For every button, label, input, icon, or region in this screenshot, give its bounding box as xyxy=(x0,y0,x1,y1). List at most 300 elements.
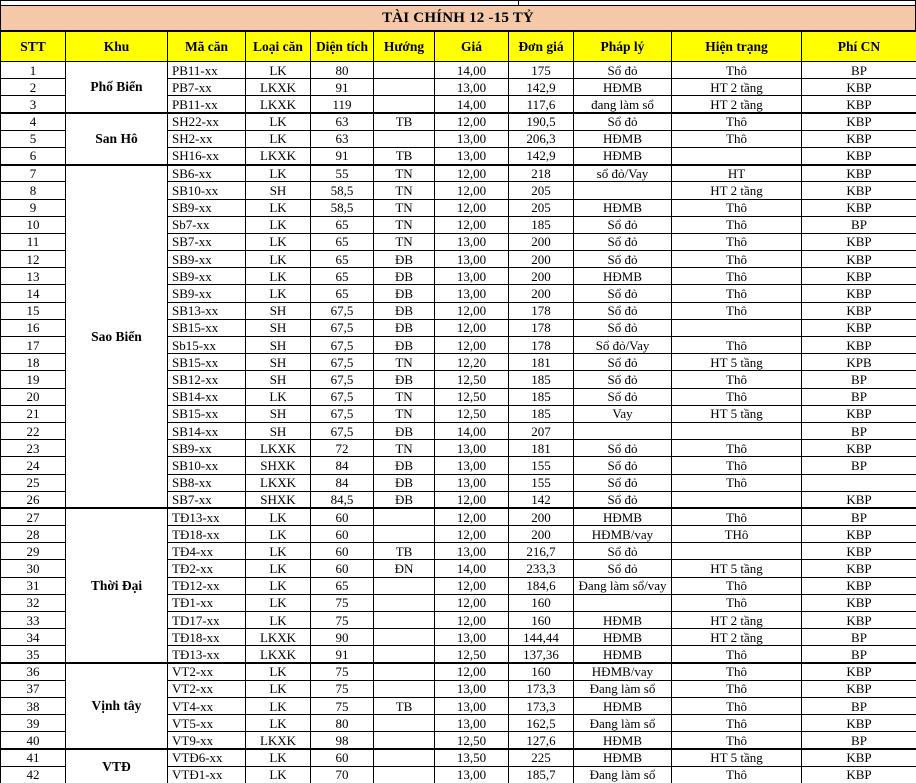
cell-gia: 14,00 xyxy=(435,560,509,577)
cell-dien-tich: 80 xyxy=(311,62,374,79)
cell-phap-ly: HĐMB/vay xyxy=(574,663,672,680)
col-header-khu: Khu xyxy=(66,32,168,62)
cell-gia: 12,00 xyxy=(435,302,509,319)
cell-gia: 12,00 xyxy=(435,577,509,594)
cell-stt: 5 xyxy=(1,130,66,147)
cell-hien-trang: Thô xyxy=(672,680,802,697)
cell-phi-cn: KBP xyxy=(802,749,916,766)
cell-huong: TB xyxy=(374,147,435,164)
cell-phap-ly: đang làm sổ xyxy=(574,96,672,113)
cell-hien-trang: Thô xyxy=(672,130,802,147)
cell-hien-trang: THô xyxy=(672,526,802,543)
cell-hien-trang: HT 2 tầng xyxy=(672,79,802,96)
cell-gia: 13,00 xyxy=(435,543,509,560)
cell-stt: 7 xyxy=(1,165,66,182)
cell-hien-trang: HT 5 tầng xyxy=(672,405,802,422)
cell-hien-trang: HT 2 tầng xyxy=(672,629,802,646)
cell-huong xyxy=(374,629,435,646)
cell-loai-can: LK xyxy=(246,251,311,268)
cell-ma-can: SB10-xx xyxy=(168,182,246,199)
cell-stt: 16 xyxy=(1,319,66,336)
cell-phap-ly: Sổ đỏ xyxy=(574,62,672,79)
cell-khu-group: Thời Đại xyxy=(66,508,168,663)
cell-gia: 13,00 xyxy=(435,130,509,147)
cell-dien-tich: 91 xyxy=(311,646,374,663)
cell-phap-ly: HĐMB xyxy=(574,697,672,714)
cell-stt: 8 xyxy=(1,182,66,199)
cell-stt: 14 xyxy=(1,285,66,302)
cell-gia: 14,00 xyxy=(435,62,509,79)
cell-loai-can: LK xyxy=(246,680,311,697)
cell-huong: TN xyxy=(374,354,435,371)
cell-ma-can: TĐ13-xx xyxy=(168,646,246,663)
cell-phi-cn: KBP xyxy=(802,233,916,250)
col-header-ma-can: Mã căn xyxy=(168,32,246,62)
cell-hien-trang: HT 5 tầng xyxy=(672,560,802,577)
cell-loai-can: LK xyxy=(246,749,311,766)
cell-don-gia: 175 xyxy=(509,62,574,79)
cell-phi-cn: KBP xyxy=(802,577,916,594)
cell-hien-trang xyxy=(672,147,802,164)
cell-phap-ly: Sổ đỏ xyxy=(574,251,672,268)
cell-don-gia: 185 xyxy=(509,216,574,233)
cell-ma-can: SB15-xx xyxy=(168,405,246,422)
cell-phap-ly: Sổ đỏ xyxy=(574,302,672,319)
cell-stt: 21 xyxy=(1,405,66,422)
cell-hien-trang: HT xyxy=(672,165,802,182)
cell-gia: 12,50 xyxy=(435,732,509,749)
cell-gia: 13,00 xyxy=(435,680,509,697)
cell-gia: 13,00 xyxy=(435,233,509,250)
cell-gia: 13,00 xyxy=(435,268,509,285)
cell-loai-can: LK xyxy=(246,388,311,405)
cell-hien-trang: Thô xyxy=(672,302,802,319)
cell-phi-cn: KBP xyxy=(802,130,916,147)
cell-stt: 29 xyxy=(1,543,66,560)
cell-dien-tich: 67,5 xyxy=(311,337,374,354)
cell-ma-can: VT9-xx xyxy=(168,732,246,749)
cell-stt: 13 xyxy=(1,268,66,285)
cell-huong: TB xyxy=(374,543,435,560)
cell-dien-tich: 65 xyxy=(311,577,374,594)
cell-hien-trang: Thô xyxy=(672,371,802,388)
top-empty-row xyxy=(0,0,916,5)
cell-phap-ly: Sổ đỏ/Vay xyxy=(574,337,672,354)
cell-dien-tich: 55 xyxy=(311,165,374,182)
cell-phi-cn: KBP xyxy=(802,405,916,422)
cell-gia: 14,00 xyxy=(435,422,509,439)
cell-dien-tich: 75 xyxy=(311,612,374,629)
cell-stt: 32 xyxy=(1,594,66,611)
cell-ma-can: TĐ1-xx xyxy=(168,594,246,611)
cell-gia: 13,50 xyxy=(435,749,509,766)
cell-huong: ĐB xyxy=(374,251,435,268)
cell-hien-trang xyxy=(672,422,802,439)
cell-hien-trang: Thô xyxy=(672,268,802,285)
cell-stt: 10 xyxy=(1,216,66,233)
cell-ma-can: SB15-xx xyxy=(168,319,246,336)
cell-stt: 11 xyxy=(1,233,66,250)
cell-stt: 15 xyxy=(1,302,66,319)
cell-hien-trang: HT 2 tầng xyxy=(672,612,802,629)
cell-loai-can: LK xyxy=(246,216,311,233)
cell-phap-ly: HĐMB xyxy=(574,130,672,147)
cell-dien-tich: 75 xyxy=(311,594,374,611)
cell-ma-can: SB9-xx xyxy=(168,268,246,285)
cell-huong xyxy=(374,526,435,543)
cell-ma-can: PB11-xx xyxy=(168,62,246,79)
col-header-loai-can: Loại căn xyxy=(246,32,311,62)
cell-loai-can: SH xyxy=(246,371,311,388)
cell-phap-ly: HĐMB/vay xyxy=(574,526,672,543)
cell-dien-tich: 65 xyxy=(311,233,374,250)
cell-ma-can: SB13-xx xyxy=(168,302,246,319)
cell-don-gia: 185 xyxy=(509,405,574,422)
cell-don-gia: 200 xyxy=(509,233,574,250)
cell-stt: 37 xyxy=(1,680,66,697)
cell-huong xyxy=(374,646,435,663)
cell-dien-tich: 65 xyxy=(311,268,374,285)
cell-ma-can: SB7-xx xyxy=(168,491,246,508)
cell-loai-can: LK xyxy=(246,560,311,577)
cell-hien-trang: Thô xyxy=(672,697,802,714)
cell-hien-trang: Thô xyxy=(672,663,802,680)
cell-ma-can: SB14-xx xyxy=(168,422,246,439)
cell-dien-tich: 63 xyxy=(311,130,374,147)
cell-phap-ly xyxy=(574,422,672,439)
cell-phi-cn: BP xyxy=(802,629,916,646)
cell-hien-trang: HT 2 tầng xyxy=(672,96,802,113)
cell-dien-tich: 60 xyxy=(311,749,374,766)
cell-huong: ĐB xyxy=(374,337,435,354)
cell-phap-ly: HĐMB xyxy=(574,147,672,164)
col-header-phi-cn: Phí CN xyxy=(802,32,916,62)
cell-ma-can: TĐ13-xx xyxy=(168,508,246,525)
cell-phi-cn: KBP xyxy=(802,337,916,354)
cell-don-gia: 137,36 xyxy=(509,646,574,663)
cell-ma-can: SB12-xx xyxy=(168,371,246,388)
cell-don-gia: 185,7 xyxy=(509,766,574,783)
cell-gia: 12,00 xyxy=(435,113,509,130)
cell-hien-trang: Thô xyxy=(672,337,802,354)
cell-dien-tich: 84 xyxy=(311,457,374,474)
cell-hien-trang: Thô xyxy=(672,715,802,732)
cell-hien-trang: Thô xyxy=(672,646,802,663)
cell-dien-tich: 65 xyxy=(311,216,374,233)
table-row xyxy=(1,62,916,79)
cell-gia: 12,00 xyxy=(435,216,509,233)
cell-don-gia: 173,3 xyxy=(509,680,574,697)
cell-loai-can: LK xyxy=(246,663,311,680)
cell-gia: 12,50 xyxy=(435,371,509,388)
cell-dien-tich: 75 xyxy=(311,680,374,697)
cell-dien-tich: 58,5 xyxy=(311,182,374,199)
cell-gia: 14,00 xyxy=(435,96,509,113)
cell-loai-can: SHXK xyxy=(246,457,311,474)
cell-ma-can: PB11-xx xyxy=(168,96,246,113)
cell-stt: 25 xyxy=(1,474,66,491)
cell-phi-cn: KBP xyxy=(802,491,916,508)
cell-don-gia: 200 xyxy=(509,268,574,285)
cell-don-gia: 160 xyxy=(509,663,574,680)
cell-phi-cn: KBP xyxy=(802,440,916,457)
cell-ma-can: TD17-xx xyxy=(168,612,246,629)
cell-dien-tich: 70 xyxy=(311,766,374,783)
cell-phi-cn: BP xyxy=(802,646,916,663)
cell-dien-tich: 67,5 xyxy=(311,302,374,319)
cell-gia: 12,50 xyxy=(435,405,509,422)
cell-phap-ly: Sổ đỏ xyxy=(574,560,672,577)
cell-huong: ĐB xyxy=(374,302,435,319)
cell-gia: 12,50 xyxy=(435,646,509,663)
cell-gia: 12,00 xyxy=(435,337,509,354)
cell-dien-tich: 65 xyxy=(311,285,374,302)
cell-hien-trang: Thô xyxy=(672,766,802,783)
cell-phi-cn: KBP xyxy=(802,526,916,543)
cell-gia: 13,00 xyxy=(435,457,509,474)
finance-table xyxy=(0,31,916,783)
cell-phap-ly: Sổ đỏ xyxy=(574,543,672,560)
cell-ma-can: VTĐ1-xx xyxy=(168,766,246,783)
cell-dien-tich: 60 xyxy=(311,508,374,525)
cell-huong: TN xyxy=(374,233,435,250)
cell-phap-ly: HĐMB xyxy=(574,646,672,663)
cell-huong: ĐN xyxy=(374,560,435,577)
cell-loai-can: LK xyxy=(246,697,311,714)
cell-huong xyxy=(374,79,435,96)
cell-stt: 24 xyxy=(1,457,66,474)
cell-ma-can: TĐ2-xx xyxy=(168,560,246,577)
cell-phi-cn: KBP xyxy=(802,96,916,113)
cell-stt: 31 xyxy=(1,577,66,594)
cell-huong xyxy=(374,62,435,79)
cell-phap-ly: HĐMB xyxy=(574,732,672,749)
cell-gia: 13,00 xyxy=(435,697,509,714)
cell-loai-can: LK xyxy=(246,508,311,525)
cell-stt: 26 xyxy=(1,491,66,508)
cell-ma-can: SB6-xx xyxy=(168,165,246,182)
cell-dien-tich: 67,5 xyxy=(311,319,374,336)
cell-phi-cn: KBP xyxy=(802,199,916,216)
cell-loai-can: LKXK xyxy=(246,646,311,663)
cell-dien-tich: 98 xyxy=(311,732,374,749)
cell-huong: ĐB xyxy=(374,319,435,336)
cell-gia: 12,00 xyxy=(435,612,509,629)
cell-phi-cn: KBP xyxy=(802,680,916,697)
cell-don-gia: 200 xyxy=(509,526,574,543)
cell-don-gia: 173,3 xyxy=(509,697,574,714)
cell-dien-tich: 67,5 xyxy=(311,371,374,388)
cell-ma-can: SB10-xx xyxy=(168,457,246,474)
cell-don-gia: 181 xyxy=(509,440,574,457)
cell-loai-can: SH xyxy=(246,337,311,354)
cell-loai-can: SH xyxy=(246,354,311,371)
cell-hien-trang xyxy=(672,491,802,508)
cell-loai-can: LK xyxy=(246,165,311,182)
cell-gia: 13,00 xyxy=(435,285,509,302)
cell-loai-can: LKXK xyxy=(246,147,311,164)
cell-gia: 13,00 xyxy=(435,251,509,268)
cell-huong xyxy=(374,715,435,732)
cell-don-gia: 178 xyxy=(509,302,574,319)
cell-stt: 12 xyxy=(1,251,66,268)
cell-phi-cn: BP xyxy=(802,216,916,233)
cell-loai-can: SHXK xyxy=(246,491,311,508)
cell-huong: ĐB xyxy=(374,474,435,491)
cell-don-gia: 185 xyxy=(509,388,574,405)
cell-loai-can: LK xyxy=(246,543,311,560)
cell-don-gia: 127,6 xyxy=(509,732,574,749)
cell-don-gia: 142,9 xyxy=(509,79,574,96)
cell-stt: 42 xyxy=(1,766,66,783)
cell-don-gia: 178 xyxy=(509,319,574,336)
cell-don-gia: 178 xyxy=(509,337,574,354)
cell-ma-can: VT5-xx xyxy=(168,715,246,732)
cell-don-gia: 181 xyxy=(509,354,574,371)
cell-phap-ly: HĐMB xyxy=(574,749,672,766)
cell-huong: ĐB xyxy=(374,422,435,439)
cell-hien-trang: Thô xyxy=(672,285,802,302)
cell-phi-cn: BP xyxy=(802,388,916,405)
cell-stt: 39 xyxy=(1,715,66,732)
cell-huong xyxy=(374,663,435,680)
cell-stt: 20 xyxy=(1,388,66,405)
cell-huong xyxy=(374,96,435,113)
cell-dien-tich: 84 xyxy=(311,474,374,491)
cell-phap-ly: HĐMB xyxy=(574,612,672,629)
cell-phap-ly: Sổ đỏ xyxy=(574,319,672,336)
cell-dien-tich: 75 xyxy=(311,697,374,714)
finance-table-header xyxy=(1,32,916,62)
cell-phap-ly: Đang làm sổ xyxy=(574,766,672,783)
cell-phap-ly: Sổ đỏ xyxy=(574,457,672,474)
cell-phap-ly: Sổ đỏ xyxy=(574,440,672,457)
table-row xyxy=(1,663,916,680)
cell-loai-can: SH xyxy=(246,182,311,199)
cell-huong: TN xyxy=(374,182,435,199)
cell-stt: 28 xyxy=(1,526,66,543)
cell-hien-trang: Thô xyxy=(672,199,802,216)
cell-don-gia: 200 xyxy=(509,251,574,268)
cell-hien-trang: Thô xyxy=(672,440,802,457)
cell-loai-can: LK xyxy=(246,594,311,611)
cell-phi-cn: KBP xyxy=(802,663,916,680)
cell-phap-ly xyxy=(574,594,672,611)
table-row xyxy=(1,113,916,130)
cell-don-gia: 218 xyxy=(509,165,574,182)
col-header-stt: STT xyxy=(1,32,66,62)
cell-stt: 36 xyxy=(1,663,66,680)
cell-ma-can: TĐ4-xx xyxy=(168,543,246,560)
cell-huong: ĐB xyxy=(374,268,435,285)
cell-ma-can: SH16-xx xyxy=(168,147,246,164)
col-header-gia: Giá xyxy=(435,32,509,62)
cell-phi-cn: KBP xyxy=(802,113,916,130)
cell-don-gia: 142,9 xyxy=(509,147,574,164)
cell-hien-trang: Thô xyxy=(672,113,802,130)
cell-gia: 13,00 xyxy=(435,474,509,491)
cell-ma-can: VT2-xx xyxy=(168,680,246,697)
cell-phi-cn: BP xyxy=(802,697,916,714)
cell-dien-tich: 60 xyxy=(311,543,374,560)
cell-loai-can: LK xyxy=(246,715,311,732)
col-header-huong: Hướng xyxy=(374,32,435,62)
cell-huong: TN xyxy=(374,405,435,422)
cell-phi-cn: BP xyxy=(802,62,916,79)
col-header-dien-tich: Diện tích xyxy=(311,32,374,62)
cell-phi-cn: KBP xyxy=(802,594,916,611)
cell-huong: TN xyxy=(374,440,435,457)
col-header-don-gia: Đơn giá xyxy=(509,32,574,62)
cell-gia: 13,00 xyxy=(435,629,509,646)
cell-dien-tich: 58,5 xyxy=(311,199,374,216)
cell-gia: 12,00 xyxy=(435,663,509,680)
cell-stt: 40 xyxy=(1,732,66,749)
cell-khu-group: VTĐ xyxy=(66,749,168,783)
cell-ma-can: TĐ18-xx xyxy=(168,526,246,543)
cell-loai-can: SH xyxy=(246,319,311,336)
cell-loai-can: LK xyxy=(246,62,311,79)
cell-stt: 27 xyxy=(1,508,66,525)
finance-table-body xyxy=(1,62,916,783)
cell-phap-ly: HĐMB xyxy=(574,199,672,216)
cell-loai-can: LK xyxy=(246,199,311,216)
col-header-phap-ly: Pháp lý xyxy=(574,32,672,62)
cell-gia: 12,00 xyxy=(435,165,509,182)
cell-phi-cn: KBP xyxy=(802,165,916,182)
cell-gia: 13,00 xyxy=(435,715,509,732)
cell-phi-cn: KBP xyxy=(802,79,916,96)
table-row xyxy=(1,749,916,766)
cell-ma-can: SB9-xx xyxy=(168,440,246,457)
cell-stt: 9 xyxy=(1,199,66,216)
cell-hien-trang: Thô xyxy=(672,457,802,474)
cell-ma-can: SH22-xx xyxy=(168,113,246,130)
header-row xyxy=(1,32,916,62)
cell-dien-tich: 65 xyxy=(311,251,374,268)
cell-phap-ly: Vay xyxy=(574,405,672,422)
cell-phap-ly: Sổ đỏ xyxy=(574,371,672,388)
cell-phap-ly: Sổ đỏ xyxy=(574,388,672,405)
cell-dien-tich: 67,5 xyxy=(311,354,374,371)
cell-loai-can: SH xyxy=(246,422,311,439)
cell-ma-can: SB9-xx xyxy=(168,285,246,302)
cell-dien-tich: 80 xyxy=(311,715,374,732)
cell-loai-can: LKXK xyxy=(246,440,311,457)
cell-ma-can: SB7-xx xyxy=(168,233,246,250)
cell-phi-cn: KBP xyxy=(802,285,916,302)
cell-phi-cn: KPB xyxy=(802,354,916,371)
cell-stt: 41 xyxy=(1,749,66,766)
cell-stt: 18 xyxy=(1,354,66,371)
cell-hien-trang xyxy=(672,319,802,336)
cell-don-gia: 184,6 xyxy=(509,577,574,594)
cell-ma-can: VT2-xx xyxy=(168,663,246,680)
cell-stt: 30 xyxy=(1,560,66,577)
cell-ma-can: SB9-xx xyxy=(168,251,246,268)
cell-don-gia: 205 xyxy=(509,199,574,216)
cell-dien-tich: 90 xyxy=(311,629,374,646)
cell-dien-tich: 91 xyxy=(311,147,374,164)
cell-loai-can: LK xyxy=(246,612,311,629)
cell-loai-can: LKXK xyxy=(246,474,311,491)
cell-gia: 12,00 xyxy=(435,594,509,611)
cell-hien-trang: Thô xyxy=(672,732,802,749)
cell-phap-ly: Sổ đỏ xyxy=(574,233,672,250)
cell-ma-can: TĐ18-xx xyxy=(168,629,246,646)
cell-phap-ly: HĐMB xyxy=(574,79,672,96)
cell-phap-ly: HĐMB xyxy=(574,268,672,285)
